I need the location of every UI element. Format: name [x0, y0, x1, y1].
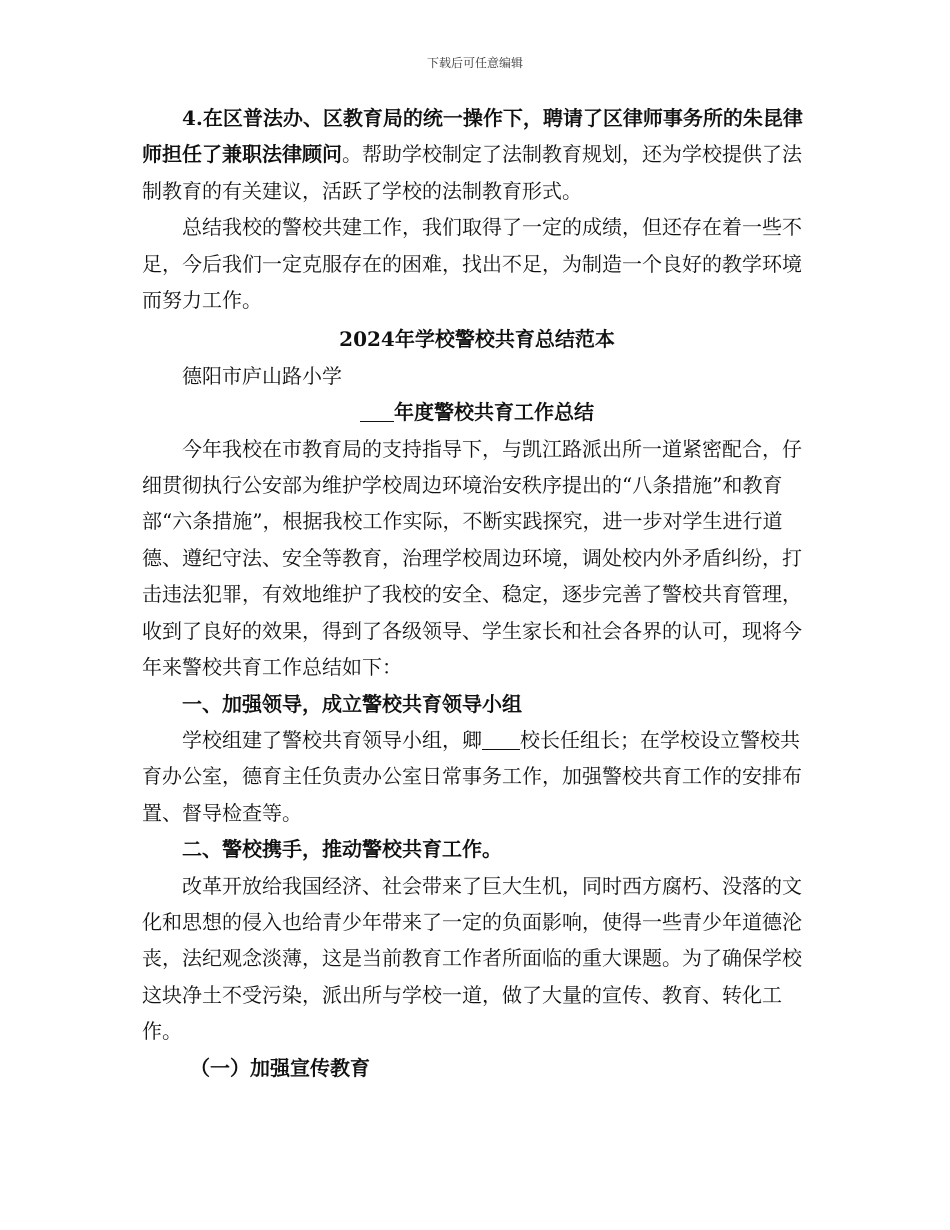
document-body	[142, 100, 812, 1086]
blank-underline	[360, 399, 394, 422]
page-header: 下载后可任意编辑	[426, 56, 523, 70]
document-title: 2024年学校警校共育总结范本	[339, 327, 615, 352]
heading-subsection-1: （一）加强宣传教育	[190, 1055, 370, 1080]
paragraph-intro: 今年我校在市教育局的支持指导下，与凯江路派出所一道紧密配合，仔细贯彻执行公安部为维护学校周边环境治安秩序提出的“八条措施”和教育部“六条措施”，根据我校工作实际，不断实践探究，进一步对学生进行道德、遵纪守法、安全等教育，治理学校周边环境，调处校内外矛盾纠纷，打击违法犯罪，有效地维护了我校的安全、稳定，逐步完善了警校共育管理，收到了良好的效果，得到了各级领导、学生家长和社会各界的认可，现将今年来警校共育工作总结如下：	[142, 436, 802, 680]
heading-section-1: 一、加强领导，成立警校共育领导小组	[182, 691, 522, 716]
paragraph-text-a: 学校组建了警校共育领导小组，卿	[182, 727, 482, 752]
paragraph-bold-lead: 4.在区普法办、区教育局的统一操作下，聘请了区律师事务所的朱昆律师担任了兼职法律顾问	[142, 106, 803, 167]
blank-underline	[482, 727, 520, 750]
paragraph-summary: 总结我校的警校共建工作，我们取得了一定的成绩，但还存在着一些不足，今后我们一定克服存在的困难，找出不足，为制造一个良好的教学环境而努力工作。	[142, 215, 802, 313]
subtitle	[142, 394, 812, 430]
paragraph-reform: 改革开放给我国经济、社会带来了巨大生机，同时西方腐朽、没落的文化和思想的侵入也给青少年带来了一定的负面影响，使得一些青少年道德沦丧，法纪观念淡薄，这是当前教育工作者所面临的重大课题。为了确保学校这块净土不受污染，派出所与学校一道，做了大量的宣传、教育、转化工作。	[142, 873, 802, 1044]
paragraph-legal-advisor	[142, 100, 812, 209]
paragraph-rest: 。帮助学校制定了法制教育规划，还为学校提供了法制教育的有关建议，活跃了学校的法制教育形式。	[142, 142, 802, 203]
heading-section-2: 二、警校携手，推动警校共育工作。	[182, 837, 502, 862]
paragraph-leadership	[142, 722, 812, 831]
paragraph-text-b: 校长任组长；在学校设立警校共育办公室，德育主任负责办公室日常事务工作，加强警校共育工作的安排布置、督导检查等。	[142, 727, 802, 825]
school-name: 德阳市庐山路小学	[182, 363, 342, 388]
subtitle-text: 年度警校共育工作总结	[394, 400, 594, 425]
